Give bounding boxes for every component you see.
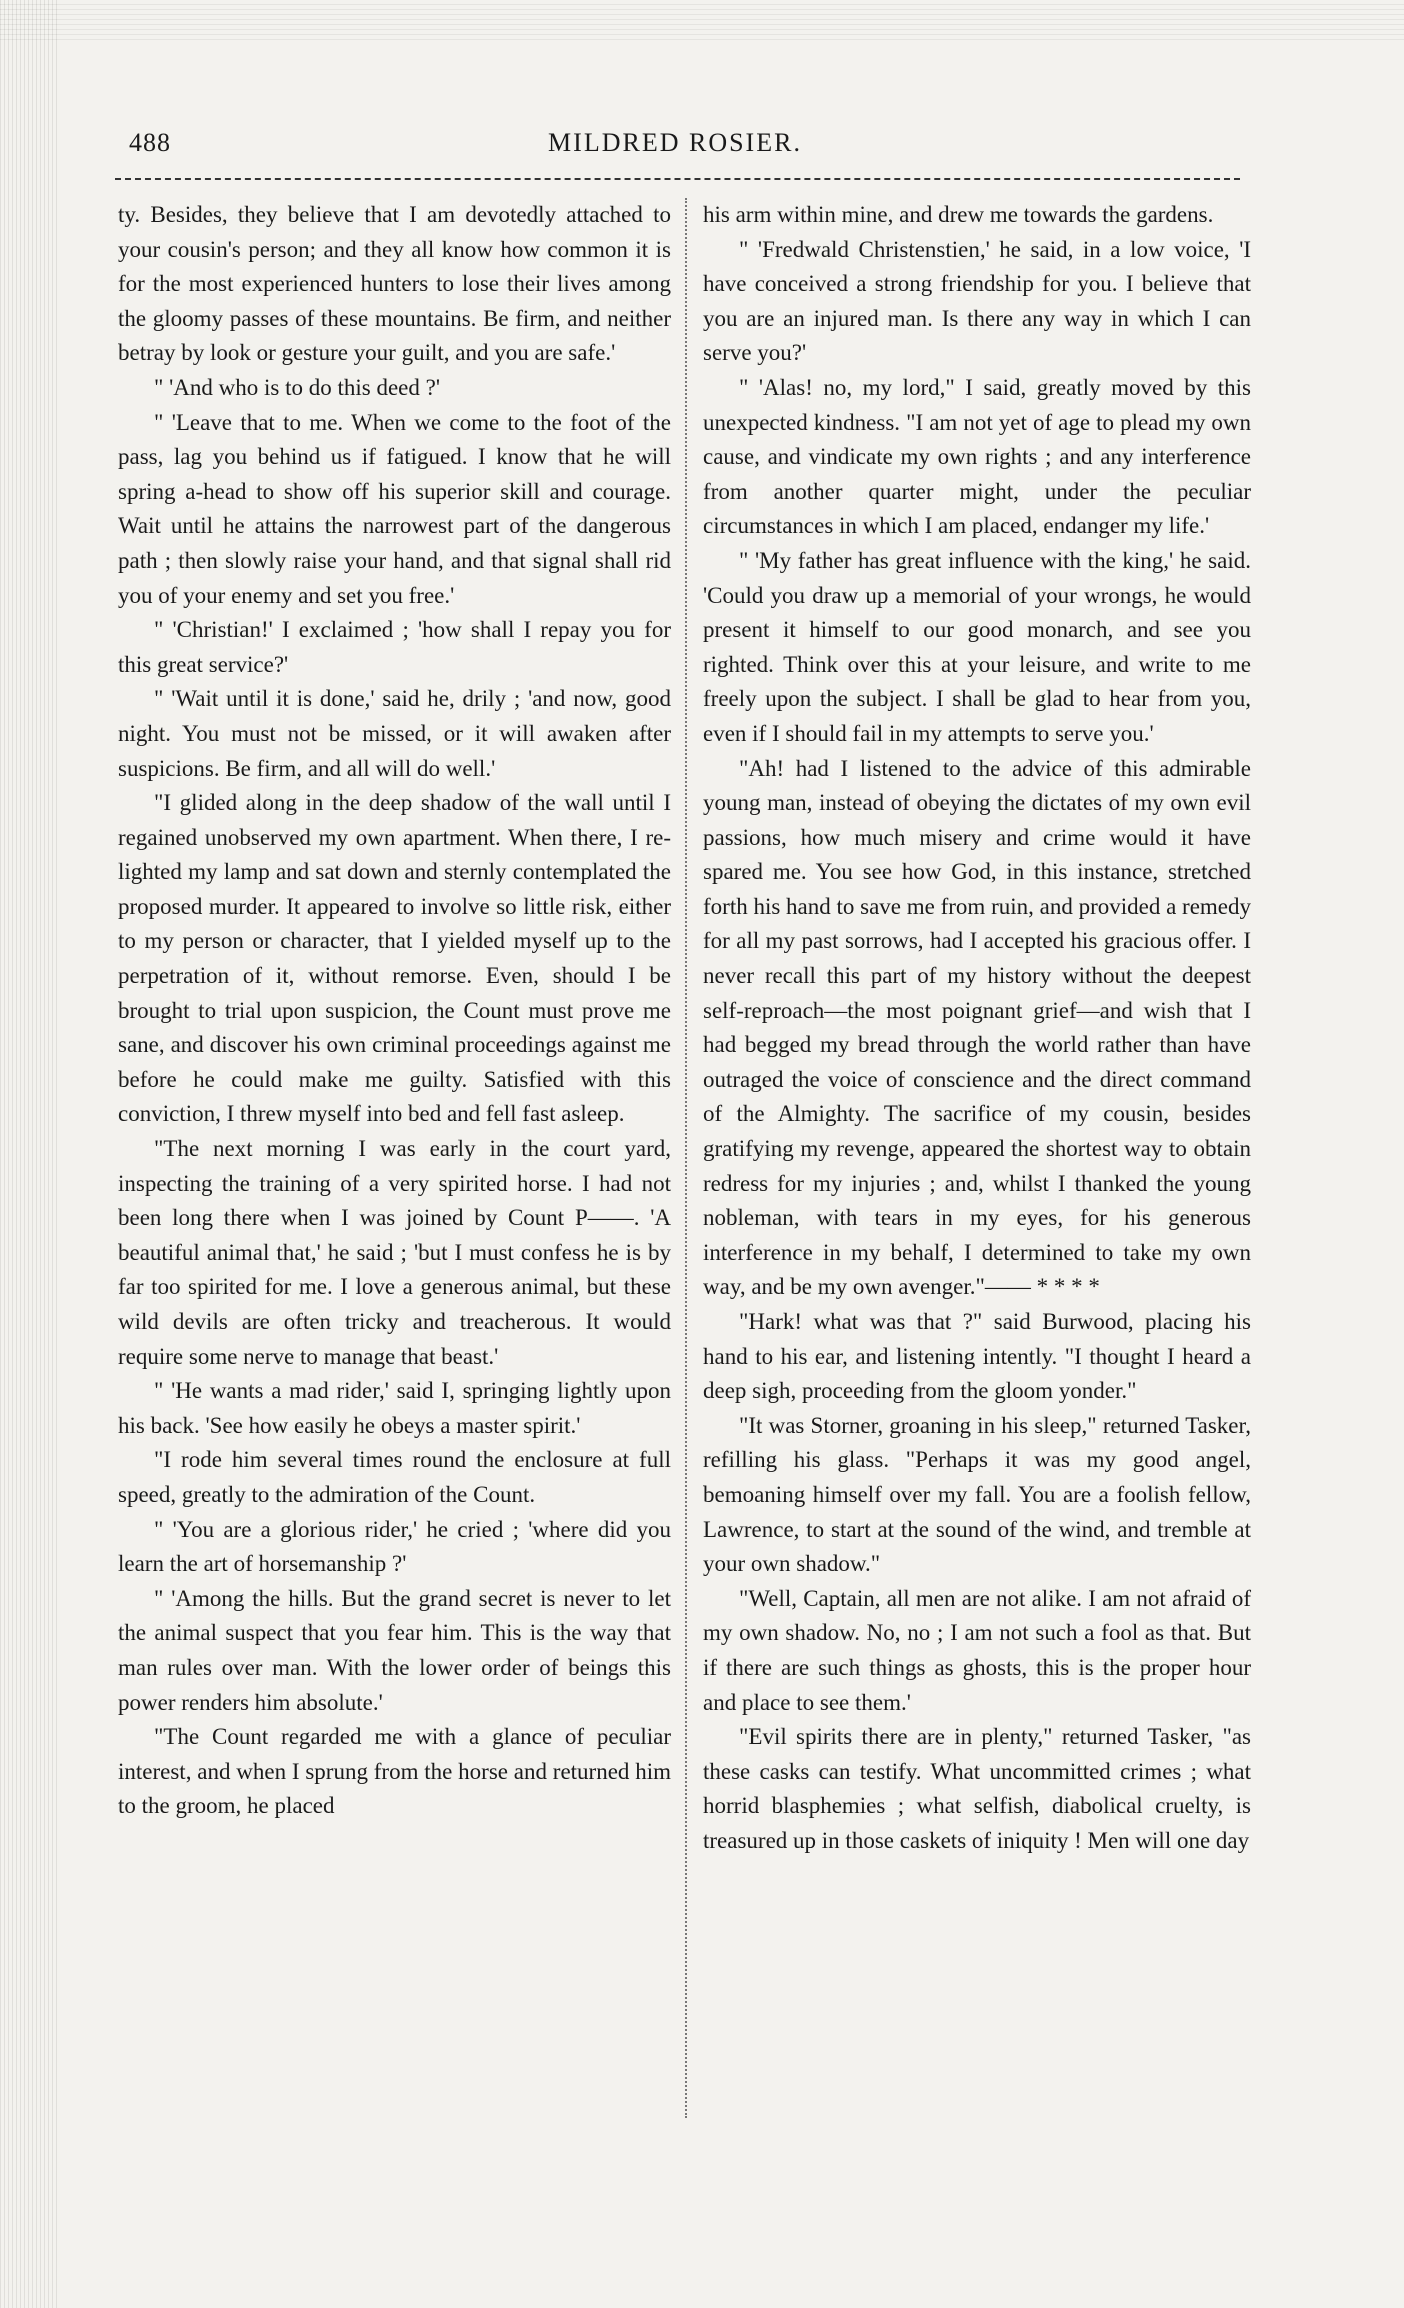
paragraph: " 'Wait until it is done,' said he, drily ; 'and now, good night. You must not be missed, or it will awaken after suspicions. Be firm, and all will do well.' — [118, 686, 671, 781]
paragraph: "The Count regarded me with a glance of peculiar interest, and when I sprung from the horse and returned him to the groom, he placed — [118, 1724, 671, 1819]
paragraph: "Well, Captain, all men are not alike. I am not afraid of my own shadow. No, no ; I am not such a fool as that. But if there are such things as ghosts, this is the proper hour and place to see them.' — [703, 1585, 1251, 1715]
paragraph: " 'He wants a mad rider,' said I, springing lightly upon his back. 'See how easily he obeys a master spirit.' — [118, 1378, 671, 1438]
paragraph: " 'Fredwald Christenstien,' he said, in a low voice, 'I have conceived a strong friendship for you. I believe that you are an injured man. Is there any way in which I can serve you?' — [703, 236, 1251, 366]
paragraph: "I glided along in the deep shadow of the wall until I regained unobserved my own apartment. When there, I re-lighted my lamp and sat down and sternly contemplated the proposed murder. It appeared to involve so little risk, either to my person or character, that I yielded myself up to the perpetration of it, without remorse. Even, should I be brought to trial upon suspicion, the Count must prove me sane, and discover his own criminal proceedings against me before he could make me guilty. Satisfied with this conviction, I threw myself into bed and fell fast asleep. — [118, 790, 671, 1127]
paragraph: "Ah! had I listened to the advice of this admirable young man, instead of obeying the dictates of my own evil passions, how much misery and crime would it have spared me. You see how God, in this instance, stretched forth his hand to save me from ruin, and provided a remedy for all my past sorrows, had I accepted his gracious offer. I never recall this part of my history without the deepest self-reproach—the most poignant grief—and wish that I had begged my bread through the world rather than have outraged the voice of conscience and the direct command of the Almighty. The sacrifice of my cousin, besides gratifying my revenge, appeared the shortest way to obtain redress for my injuries ; and, whilst I thanked the young nobleman, with tears in my eyes, for his generous interference in my behalf, I determined to take my own way, and be my own avenger."—— * * * * — [703, 755, 1252, 1300]
paragraph: " 'Among the hills. But the grand secret is never to let the animal suspect that you fear him. This is the way that man rules over man. With the lower order of beings this power renders him absolute.' — [118, 1585, 671, 1715]
paragraph: his arm within mine, and drew me towards the gardens. — [703, 202, 1214, 227]
paragraph: "The next morning I was early in the court yard, inspecting the training of a very spirited horse. I had not been long there when I was joined by Count P——. 'A beautiful animal that,' he said ; 'but I must confess he is by far too spirited for me. I love a generous animal, but these wild devils are often tricky and treacherous. It would require some nerve to manage that beast.' — [118, 1136, 671, 1369]
left-column — [118, 198, 671, 1824]
paragraph: " 'And who is to do this deed ?' — [154, 374, 440, 400]
paragraph: "It was Storner, groaning in his sleep," returned Tasker, refilling his glass. "Perhaps it was my good angel, bemoaning himself over my fall. You are a foolish fellow, Lawrence, to start at the sound of the wind, and tremble at your own shadow." — [703, 1412, 1251, 1577]
scan-edge-left — [0, 0, 60, 2308]
paragraph: "Evil spirits there are in plenty," returned Tasker, "as these casks can testify. What uncommitted crimes ; what horrid blasphemies ; what selfish, diabolical cruelty, is treasured up in those caskets of iniquity ! Men will one day — [703, 1724, 1251, 1853]
running-title: MILDRED ROSIER. — [548, 128, 802, 157]
paragraph: " 'You are a glorious rider,' he cried ; 'where did you learn the art of horsemanship ?' — [118, 1516, 671, 1577]
paragraph: " 'Alas! no, my lord," I said, greatly moved by this unexpected kindness. "I am not yet of age to plead my own cause, and vindicate my own rights ; and any interference from another quarter might, under the peculiar circumstances in which I am placed, endanger my life.' — [703, 374, 1251, 539]
paragraph: " 'My father has great influence with the king,' he said. 'Could you draw up a memorial of your wrongs, he would present it himself to our good monarch, and see you righted. Think over this at your leisure, and write to me freely upon the subject. I shall be glad to hear from you, even if I should fail in my attempts to serve you.' — [703, 547, 1251, 746]
paragraph: "Hark! what was that ?" said Burwood, placing his hand to his ear, and listening intently. "I thought I heard a deep sigh, proceeding from the gloom yonder." — [703, 1309, 1251, 1404]
scan-edge-top — [0, 0, 1404, 40]
page-header — [115, 120, 1235, 170]
page-number: 488 — [129, 128, 171, 157]
paragraph: " 'Christian!' I exclaimed ; 'how shall I repay you for this great service?' — [118, 617, 671, 677]
header-rule — [115, 178, 1240, 180]
paragraph: ty. Besides, they believe that I am devotedly attached to your cousin's person; and they all know how common it is for the most experienced hunters to lose their lives among the gloomy passes of these mountains. Be firm, and neither betray by look or gesture your guilt, and you are safe.' — [118, 202, 671, 366]
right-column — [703, 198, 1251, 1859]
paragraph: " 'Leave that to me. When we come to the foot of the pass, lag you behind us if fatigued. I know that he will spring a-head to show off his superior skill and courage. Wait until he attains the narrowest part of the dangerous path ; then slowly raise your hand, and that signal shall rid you of your enemy and set you free.' — [118, 409, 671, 608]
column-divider — [685, 198, 687, 2118]
paragraph: "I rode him several times round the enclosure at full speed, greatly to the admiration of the Count. — [118, 1447, 671, 1507]
